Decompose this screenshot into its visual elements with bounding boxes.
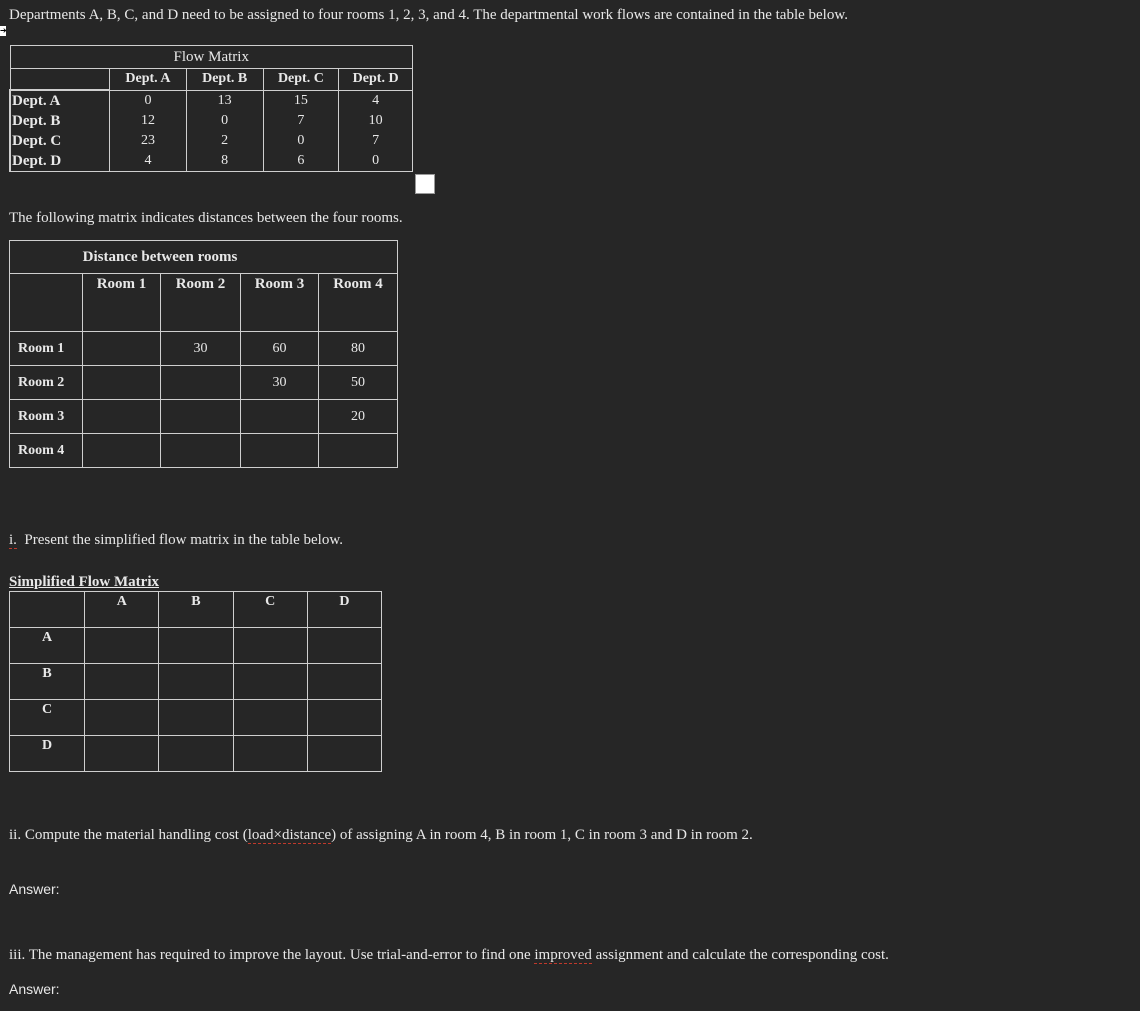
simplified-col-header: A	[85, 592, 159, 628]
simplified-row-label: D	[10, 736, 85, 772]
simplified-input-cell[interactable]	[307, 628, 381, 664]
flow-col-header: Dept. B	[186, 69, 263, 91]
question-2	[9, 826, 753, 844]
distance-cell	[161, 400, 241, 434]
distance-intro-text: The following matrix indicates distances between the four rooms.	[9, 210, 403, 226]
distance-cell	[83, 434, 161, 468]
distance-corner-cell	[10, 274, 83, 332]
distance-row-label: Room 3	[10, 400, 83, 434]
question-1-text: Present the simplified flow matrix in the table below.	[24, 532, 343, 548]
table-row	[10, 90, 413, 111]
flow-matrix-title: Flow Matrix	[10, 46, 413, 69]
simplified-input-cell[interactable]	[85, 700, 159, 736]
flow-cell: 15	[263, 90, 339, 111]
flow-cell: 2	[186, 131, 263, 151]
flow-row-label: Dept. D	[10, 151, 110, 172]
simplified-col-header: D	[307, 592, 381, 628]
checkbox[interactable]	[415, 174, 435, 194]
flow-cell: 23	[110, 131, 187, 151]
flow-cell: 8	[186, 151, 263, 172]
table-row	[10, 151, 413, 172]
simplified-input-cell[interactable]	[85, 664, 159, 700]
simplified-input-cell[interactable]	[159, 664, 233, 700]
flow-cell: 12	[110, 111, 187, 131]
table-row	[10, 434, 398, 468]
table-row	[10, 700, 382, 736]
flow-cell: 0	[186, 111, 263, 131]
table-row	[10, 111, 413, 131]
intro-text: Departments A, B, C, and D need to be assigned to four rooms 1, 2, 3, and 4. The departmental work flows are contained in the table below.	[9, 7, 848, 23]
flow-corner-cell	[10, 69, 110, 91]
distance-row-label: Room 1	[10, 332, 83, 366]
flow-cell: 7	[263, 111, 339, 131]
flow-cell: 4	[339, 90, 413, 111]
distance-cell: 60	[241, 332, 319, 366]
simplified-col-header: C	[233, 592, 307, 628]
flow-cell: 0	[263, 131, 339, 151]
distance-cell	[241, 434, 319, 468]
table-row	[10, 628, 382, 664]
simplified-input-cell[interactable]	[307, 736, 381, 772]
flow-cell: 13	[186, 90, 263, 111]
flow-cell: 10	[339, 111, 413, 131]
distance-table	[9, 240, 398, 468]
question-2-post: ) of assigning A in room 4, B in room 1, C in room 3 and D in room 2.	[331, 827, 753, 843]
distance-cell	[83, 366, 161, 400]
simplified-input-cell[interactable]	[85, 628, 159, 664]
simplified-input-cell[interactable]	[233, 700, 307, 736]
flow-row-label: Dept. C	[10, 131, 110, 151]
table-row	[10, 131, 413, 151]
table-row	[10, 664, 382, 700]
simplified-row-label: B	[10, 664, 85, 700]
question-1-number: i.	[9, 532, 17, 548]
flow-cell: 7	[339, 131, 413, 151]
flow-cell: 0	[339, 151, 413, 172]
question-3	[9, 946, 889, 964]
distance-cell	[161, 434, 241, 468]
distance-cell: 80	[319, 332, 398, 366]
distance-cell	[83, 332, 161, 366]
distance-row-label: Room 2	[10, 366, 83, 400]
simplified-input-cell[interactable]	[307, 700, 381, 736]
table-row	[10, 400, 398, 434]
simplified-input-cell[interactable]	[159, 736, 233, 772]
table-row	[10, 736, 382, 772]
distance-cell: 50	[319, 366, 398, 400]
flow-col-header: Dept. C	[263, 69, 339, 91]
question-2-mark: load×distance	[247, 827, 332, 843]
question-3-pre: iii. The management has required to improve the layout. Use trial-and-error to find one	[9, 947, 535, 963]
simplified-input-cell[interactable]	[233, 628, 307, 664]
simplified-row-label: A	[10, 628, 85, 664]
flow-cell: 4	[110, 151, 187, 172]
simplified-flow-table	[9, 591, 382, 772]
answer-label-2: Answer:	[9, 981, 60, 997]
distance-cell	[319, 434, 398, 468]
distance-cell: 30	[161, 332, 241, 366]
table-row	[10, 332, 398, 366]
distance-cell	[161, 366, 241, 400]
simplified-col-header: B	[159, 592, 233, 628]
distance-col-header: Room 1	[83, 274, 161, 332]
distance-row-label: Room 4	[10, 434, 83, 468]
flow-row-label: Dept. B	[10, 111, 110, 131]
flow-cell: 0	[110, 90, 187, 111]
flow-col-header: Dept. D	[339, 69, 413, 91]
simplified-input-cell[interactable]	[159, 628, 233, 664]
distance-col-header: Room 4	[319, 274, 398, 332]
question-3-mark: improved	[534, 947, 592, 963]
simplified-input-cell[interactable]	[307, 664, 381, 700]
distance-cell: 30	[241, 366, 319, 400]
answer-label-1: Answer:	[9, 881, 60, 897]
question-1	[9, 531, 343, 549]
arrow-icon: ➔	[0, 26, 7, 35]
simplified-input-cell[interactable]	[85, 736, 159, 772]
table-row	[10, 366, 398, 400]
flow-matrix-table	[9, 45, 413, 172]
distance-col-header: Room 3	[241, 274, 319, 332]
flow-col-header: Dept. A	[110, 69, 187, 91]
flow-row-label: Dept. A	[10, 90, 110, 111]
flow-cell: 6	[263, 151, 339, 172]
simplified-input-cell[interactable]	[233, 664, 307, 700]
distance-cell	[83, 400, 161, 434]
distance-cell: 20	[319, 400, 398, 434]
distance-cell	[241, 400, 319, 434]
simplified-corner-cell	[10, 592, 85, 628]
simplified-table-title: Simplified Flow Matrix	[9, 574, 159, 590]
simplified-row-label: C	[10, 700, 85, 736]
simplified-input-cell[interactable]	[233, 736, 307, 772]
question-3-post: assignment and calculate the corresponding cost.	[591, 947, 889, 963]
distance-col-header: Room 2	[161, 274, 241, 332]
distance-table-title: Distance between rooms	[82, 248, 238, 265]
simplified-input-cell[interactable]	[159, 700, 233, 736]
question-2-pre: ii. Compute the material handling cost (	[9, 827, 248, 843]
